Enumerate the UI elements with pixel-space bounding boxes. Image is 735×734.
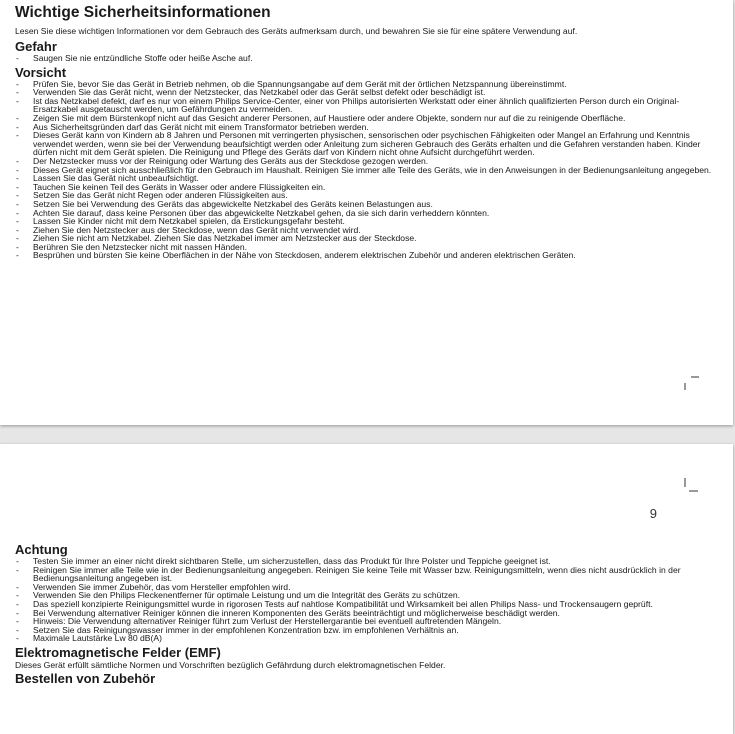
list-item: - Ziehen Sie nicht am Netzkabel. Ziehen Sie das Netzkabel immer am Netzstecker aus der Steckdose.: [15, 234, 713, 243]
list-item: - Bei Verwendung alternativer Reiniger können die inneren Komponenten des Geräts beeinträchtigt und möglicherweise beschädigt werden.: [15, 609, 713, 618]
crop-mark-icon: [682, 374, 700, 390]
list-item: - Reinigen Sie immer alle Teile wie in der Bedienungsanleitung angegeben. Reinigen Sie keine Teile mit Wasser bzw. Reinigungsmitteln, wenn dies nicht ausdrücklich in der Bedienungsanleitung angegeben ist.: [15, 566, 713, 583]
list-item: - Besprühen und bürsten Sie keine Oberflächen in der Nähe von Steckdosen, anderem elektrischen Zubehör und anderen elektrischen Geräten.: [15, 251, 713, 260]
page-2-content: [15, 542, 713, 686]
list-item: - Verwenden Sie den Philips Fleckenentferner für optimale Leistung und um die Integrität des Geräts zu schützen.: [15, 591, 713, 600]
intro-text: Lesen Sie diese wichtigen Informationen vor dem Gebrauch des Geräts aufmerksam durch, und bewahren Sie sie für eine spätere Verwendung auf.: [15, 26, 578, 36]
page-number: 9: [649, 506, 657, 521]
list-item: - Ist das Netzkabel defekt, darf es nur von einem Philips Service-Center, einer von Philips autorisierten Werkstatt oder einer ähnlich qualifizierten Person durch ein Original-Ersatzkabel ausgetauscht werden, um Gefährdungen zu vermeiden.: [15, 97, 713, 114]
section-heading-zubehoer: Bestellen von Zubehör: [15, 670, 156, 686]
list-item: - Saugen Sie nie entzündliche Stoffe oder heiße Asche auf.: [15, 54, 713, 63]
list-item: - Der Netzstecker muss vor der Reinigung oder Wartung des Geräts aus der Steckdose gezogen werden.: [15, 157, 713, 166]
emf-text: Dieses Gerät erfüllt sämtliche Normen und Vorschriften bezüglich Gefährdung durch elektromagnetischen Felder.: [15, 659, 446, 670]
achtung-list: [15, 557, 713, 643]
list-item: - Testen Sie immer an einer nicht direkt sichtbaren Stelle, um sicherzustellen, dass das Produkt für Ihre Polster und Teppiche geeignet ist.: [15, 557, 713, 566]
page-title: Wichtige Sicherheitsinformationen: [15, 4, 271, 21]
vorsicht-list: [15, 80, 713, 260]
list-item: - Verwenden Sie immer Zubehör, das vom Hersteller empfohlen wird.: [15, 583, 713, 592]
list-item: - Setzen Sie das Gerät nicht Regen oder anderen Flüssigkeiten aus.: [15, 191, 713, 200]
list-item: - Achten Sie darauf, dass keine Personen über das abgewickelte Netzkabel gehen, da sie sich darin verheddern könnten.: [15, 209, 713, 218]
section-heading-gefahr: Gefahr: [15, 39, 57, 54]
list-item: - Ziehen Sie den Netzstecker aus der Steckdose, wenn das Gerät nicht verwendet wird.: [15, 226, 713, 235]
list-item: - Prüfen Sie, bevor Sie das Gerät in Betrieb nehmen, ob die Spannungsangabe auf dem Gerät mit der örtlichen Netzspannung übereinstimmt.: [15, 80, 713, 89]
list-item: - Setzen Sie bei Verwendung des Geräts das abgewickelte Netzkabel des Geräts keinen Belastungen aus.: [15, 200, 713, 209]
gefahr-list: [15, 54, 713, 63]
section-heading-emf: Elektromagnetische Felder (EMF): [15, 644, 221, 660]
list-item: - Lassen Sie Kinder nicht mit dem Netzkabel spielen, da Erstickungsgefahr besteht.: [15, 217, 713, 226]
list-item: - Dieses Gerät kann von Kindern ab 8 Jahren und Personen mit verringerten physischen, sensorischen oder psychischen Fähigkeiten oder Mangel an Erfahrung und Kenntnis verwendet werden, wenn sie bei der Verwendung beaufsichtigt werden oder Anleitung zum sicheren Gebrauch des Geräts erhalten und die Gefahren verstanden haben. Kinder dürfen nicht mit dem Gerät spielen. Die Reinigung und Pflege des Geräts darf von Kindern nicht ohne Aufsicht durchgeführt werden.: [15, 131, 713, 157]
list-item: - Lassen Sie das Gerät nicht unbeaufsichtigt.: [15, 174, 713, 183]
list-item: - Zeigen Sie mit dem Bürstenkopf nicht auf das Gesicht anderer Personen, auf Haustiere oder andere Objekte, sondern nur auf die zu reinigende Oberfläche.: [15, 114, 713, 123]
list-item: - Berühren Sie den Netzstecker nicht mit nassen Händen.: [15, 243, 713, 252]
list-item: - Tauchen Sie keinen Teil des Geräts in Wasser oder andere Flüssigkeiten ein.: [15, 183, 713, 192]
list-item: - Dieses Gerät eignet sich ausschließlich für den Gebrauch im Haushalt. Reinigen Sie immer alle Teile des Geräts, wie in den Anweisungen in der Bedienungsanleitung angegeben.: [15, 166, 713, 175]
crop-mark-icon: [682, 478, 700, 494]
section-heading-vorsicht: Vorsicht: [15, 64, 67, 80]
list-item: - Maximale Lautstärke Lw 80 dB(A): [15, 634, 713, 643]
section-heading-achtung: Achtung: [15, 542, 68, 557]
document-page-2: [0, 444, 733, 734]
list-item: - Das speziell konzipierte Reinigungsmittel wurde in rigorosen Tests auf nahtlose Kompatibilität und Wirksamkeit bei allen Philips Nass- und Trockensaugern geprüft.: [15, 600, 713, 609]
list-item: - Aus Sicherheitsgründen darf das Gerät nicht mit einem Transformator betrieben werden.: [15, 123, 713, 132]
list-item: - Hinweis: Die Verwendung alternativer Reiniger führt zum Verlust der Herstellergarantie bei eventuell auftretenden Mängeln.: [15, 617, 713, 626]
list-item: - Setzen Sie das Reinigungswasser immer in der empfohlenen Konzentration bzw. im empfohlenen Verhältnis an.: [15, 626, 713, 635]
page-1-content: [15, 4, 713, 262]
list-item: - Verwenden Sie das Gerät nicht, wenn der Netzstecker, das Netzkabel oder das Gerät selbst defekt oder beschädigt ist.: [15, 88, 713, 97]
